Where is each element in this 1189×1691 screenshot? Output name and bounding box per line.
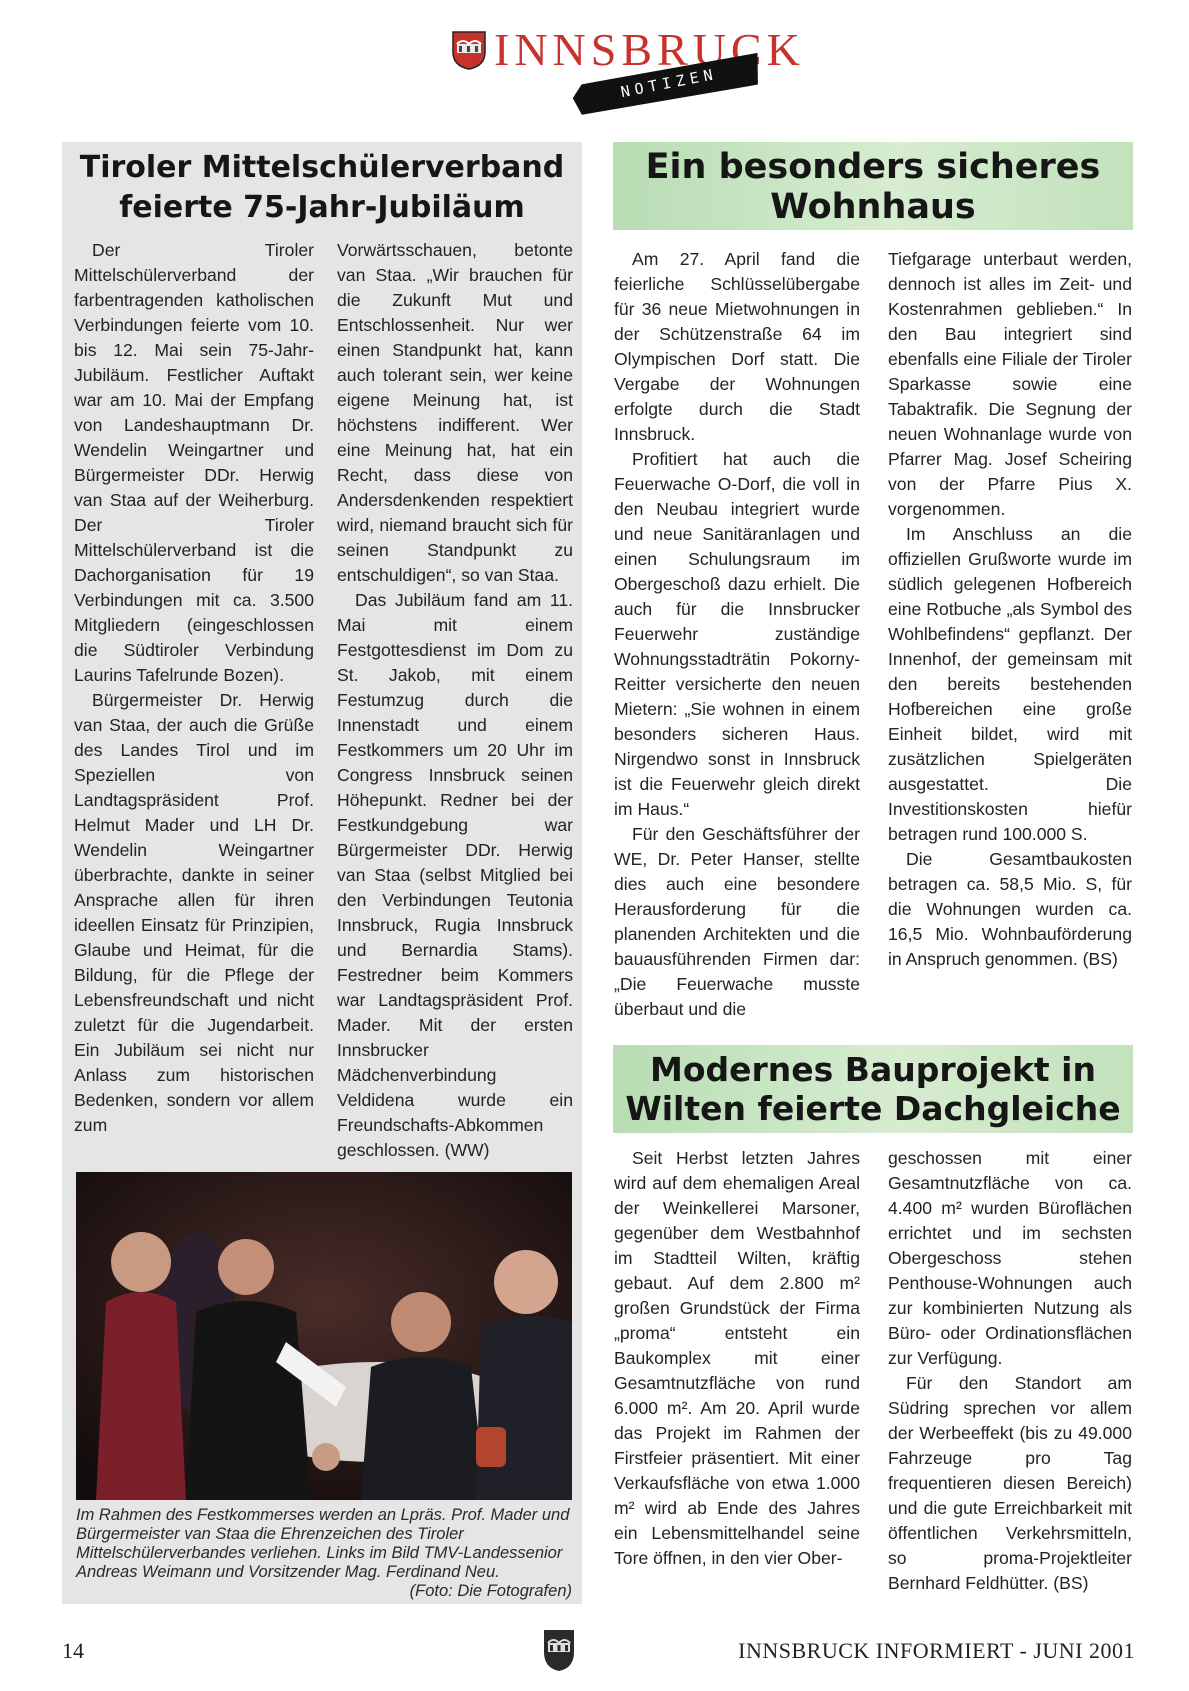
masthead (452, 22, 805, 112)
article-2-column-1 (614, 247, 860, 1022)
article-2-title-line-2: Wohnhaus (770, 187, 976, 227)
article-3-column-1 (614, 1146, 860, 1571)
page-number: 14 (62, 1638, 84, 1663)
masthead-section: NOTIZEN (619, 64, 720, 102)
paragraph: Im Anschluss an die offiziellen Grußworte wurde im südlich gelegenen Hofbereich eine Rotbuche „als Symbol des Wohlbefindens“ gepflanzt. Der Innenhof, der gemeinsam mit den bereits bestehenden Hofbereichen eine große Einheit bildet, wird mit zusätzlichen Spielgeräten ausgestattet. Die Investitionskosten hiefür betragen rund 100.000 S. (888, 524, 1132, 844)
paragraph: Das Jubiläum fand am 11. Mai mit einem Festgottesdienst im Dom zu St. Jakob, mit einem Festumzug durch die Innenstadt und einem Festkommers um 20 Uhr im Congress Innsbruck seinen Höhepunkt. Redner bei der Festkundgebung war Bürgermeister DDr. Herwig van Staa (selbst Mitglied bei den Verbindungen Teutonia Innsbruck, Rugia Innsbruck und Bernardia Stams). Festredner beim Kommers war Landtagspräsident Prof. Mader. Mit der ersten Innsbrucker Mädchenverbindung Veldidena wurde ein Freundschafts-Abkommen geschlossen. (WW) (337, 590, 573, 1160)
paragraph: Vorwärtsschauen, betonte van Staa. „Wir brauchen für die Zukunft Mut und Entschlossenheit. Nur wer einen Standpunkt hat, kann auch tolerant sein, wer keine eigene Meinung hat, ist höchstens indifferent. Wer eine Meinung hat, hat ein Recht, dass diese von Andersdenkenden respektiert wird, niemand braucht sich für seinen Standpunkt zu entschuldigen“, so van Staa. (337, 240, 573, 585)
footer-crest-icon (542, 1628, 576, 1672)
article-1-title-line-2: feierte 75-Jahr-Jubiläum (119, 190, 525, 225)
photo-credit: (Foto: Die Fotografen) (409, 1582, 572, 1600)
paragraph: Tiefgarage unterbaut werden, dennoch ist alles im Zeit- und Kostenrahmen geblieben.“ In den Bau integriert sind ebenfalls eine Filiale der Tiroler Sparkasse sowie eine Tabaktrafik. Die Segnung der neuen Wohnanlage wurde von Pfarrer Mag. Josef Scheiring von der Pfarre Pius X. vorgenommen. (888, 249, 1132, 519)
masthead-brand: INNSBRUCK (494, 24, 805, 75)
paragraph: Die Gesamtbaukosten betragen ca. 58,5 Mio. S, für die Wohnungen wurden ca. 16,5 Mio. Wohnbauförderung in Anspruch genommen. (BS) (888, 849, 1132, 969)
article-1-headline (62, 148, 582, 228)
article-3-column-2 (888, 1146, 1132, 1596)
article-3-headline (613, 1050, 1133, 1128)
paragraph: Für den Geschäftsführer der WE, Dr. Peter Hanser, stellte dies auch eine besondere Herausforderung für die planenden Architekten und die bauausführenden Firmen dar: „Die Feuerwache musste überbaut und die (614, 824, 860, 1019)
paragraph: Profitiert hat auch die Feuerwache O-Dorf, die voll in den Neubau integriert wurde und neue Sanitäranlagen und einen Schulungsraum im Obergeschoß dazu erhielt. Die auch für die Innsbrucker Feuerwehr zuständige Wohnungsstadträtin Pokorny-Reitter versicherte den neuen Mietern: „Sie wohnen in einem besonders sicheren Haus. Nirgendwo sonst in Innsbruck ist die Feuerwehr gleich direkt im Haus.“ (614, 449, 860, 819)
city-crest-icon (452, 30, 486, 70)
paragraph: Der Tiroler Mittelschülerverband der farbentragenden katholischen Verbindungen feierte vom 10. bis 12. Mai sein 75-Jahr-Jubiläum. Festlicher Auftakt war am 10. Mai der Empfang von Landeshauptmann Dr. Wendelin Weingartner und Bürgermeister DDr. Herwig van Staa auf der Weiherburg. Der Tiroler Mittelschülerverband ist die Dachorganisation für 19 Verbindungen mit ca. 3.500 Mitgliedern (eingeschlossen die Südtiroler Verbindung Laurins Tafelrunde Bozen). (74, 240, 314, 685)
paragraph: Am 27. April fand die feierliche Schlüsselübergabe für 36 neue Mietwohnungen in der Schützenstraße 64 im Olympischen Dorf statt. Die Vergabe der Wohnungen erfolgte durch die Stadt Innsbruck. (614, 249, 860, 444)
publication-title: INNSBRUCK INFORMIERT - JUNI 2001 (738, 1638, 1135, 1663)
paragraph: geschossen mit einer Gesamtnutzfläche von ca. 4.400 m² wurden Büroflächen errichtet und im sechsten Obergeschoss stehen Penthouse-Wohnungen auch zur kombinierten Nutzung als Büro- oder Ordinationsflächen zur Verfügung. (888, 1148, 1132, 1368)
article-2-column-2 (888, 247, 1132, 972)
article-3-title-line-1: Modernes Bauprojekt in (650, 1050, 1096, 1089)
article-2-title-line-1: Ein besonders sicheres (645, 147, 1101, 187)
article-3-title-line-2: Wilten feierte Dachgleiche (625, 1089, 1121, 1128)
article-1-column-1 (74, 238, 314, 1138)
article-2-headline (613, 147, 1133, 227)
photo-illustration (76, 1172, 572, 1500)
paragraph: Für den Standort am Südring sprechen vor allem der Werbeeffekt (bis zu 49.000 Fahrzeuge pro Tag frequentieren diesen Bereich) und die gute Erreichbarkeit mit öffentlichen Verkehrsmitteln, so proma-Projektleiter Bernhard Feldhütter. (BS) (888, 1373, 1132, 1593)
caption-text: Im Rahmen des Festkommerses werden an Lpräs. Prof. Mader und Bürgermeister van Staa die Ehrenzeichen des Tiroler Mittelschülerverbandes verliehen. Links im Bild TMV-Landessenior Andreas Weimann und Vorsitzender Mag. Ferdinand Neu. (76, 1506, 570, 1581)
photo-caption (76, 1506, 572, 1601)
article-1-column-2 (337, 238, 573, 1163)
festkommers-photo (76, 1172, 572, 1500)
paragraph: Bürgermeister Dr. Herwig van Staa, der auch die Grüße des Landes Tirol und im Speziellen von Landtagspräsident Prof. Helmut Mader und LH Dr. Wendelin Weingartner überbrachte, dankte in seiner Ansprache allen für ihren ideellen Einsatz für Prinzipien, Glaube und Heimat, für die Bildung, für die Pflege der Lebensfreundschaft und nicht zuletzt für die Jugendarbeit. Ein Jubiläum sei nicht nur Anlass zum historischen Bedenken, sondern vor allem zum (74, 690, 314, 1135)
paragraph: Seit Herbst letzten Jahres wird auf dem ehemaligen Areal der Weinkellerei Marsoner, gegenüber dem Westbahnhof im Stadtteil Wilten, kräftig gebaut. Auf dem 2.800 m² großen Grundstück der Firma „proma“ entsteht ein Baukomplex mit einer Gesamtnutzfläche von rund 6.000 m². Am 20. April wurde das Projekt im Rahmen der Firstfeier präsentiert. Mit einer Verkaufsfläche von etwa 1.000 m² wird ab Ende des Jahres ein Lebensmittelhandel seine Tore öffnen, in den vier Ober- (614, 1148, 860, 1568)
article-1-title-line-1: Tiroler Mittelschülerverband (79, 150, 565, 185)
